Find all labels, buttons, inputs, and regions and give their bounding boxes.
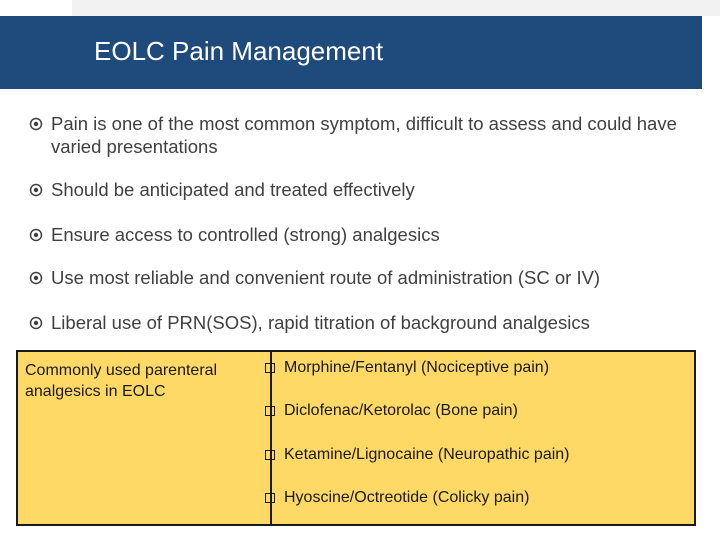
table-list-item — [265, 402, 518, 420]
circled-dot-bullet-icon — [29, 271, 43, 285]
circled-dot-bullet-icon — [29, 316, 43, 330]
table-item-text: Diclofenac/Ketorolac (Bone pain) — [284, 402, 518, 419]
checkbox-square-icon — [265, 493, 275, 503]
circled-dot-bullet-icon — [29, 117, 43, 131]
bullet-text: Pain is one of the most common symptom, difficult to assess and could have varied presentations — [51, 113, 677, 157]
bullet-item — [29, 311, 590, 334]
table-list-item — [265, 489, 529, 507]
checkbox-square-icon — [265, 450, 275, 460]
top-accent-strip — [72, 0, 720, 16]
circled-dot-bullet-icon — [29, 183, 43, 197]
table-list-item — [265, 359, 549, 377]
bullet-item — [29, 223, 440, 246]
circled-dot-bullet-icon — [29, 228, 43, 242]
bullet-text: Ensure access to controlled (strong) analgesics — [51, 224, 440, 245]
table-left-label: Commonly used parenteral analgesics in EOLC — [25, 362, 218, 400]
bullet-text: Should be anticipated and treated effectively — [51, 179, 415, 200]
table-list-item — [265, 446, 570, 464]
checkbox-square-icon — [265, 406, 275, 416]
bullet-text: Use most reliable and convenient route of administration (SC or IV) — [51, 267, 601, 288]
bullet-item — [29, 112, 689, 158]
bullet-item — [29, 178, 415, 201]
table-item-text: Ketamine/Lignocaine (Neuropathic pain) — [284, 446, 570, 463]
bullet-item — [29, 266, 600, 289]
table-item-text: Hyoscine/Octreotide (Colicky pain) — [284, 489, 530, 506]
table-item-text: Morphine/Fentanyl (Nociceptive pain) — [284, 359, 550, 376]
slide-title: EOLC Pain Management — [94, 36, 384, 66]
checkbox-square-icon — [265, 363, 275, 373]
bullet-text: Liberal use of PRN(SOS), rapid titration of background analgesics — [51, 312, 590, 333]
